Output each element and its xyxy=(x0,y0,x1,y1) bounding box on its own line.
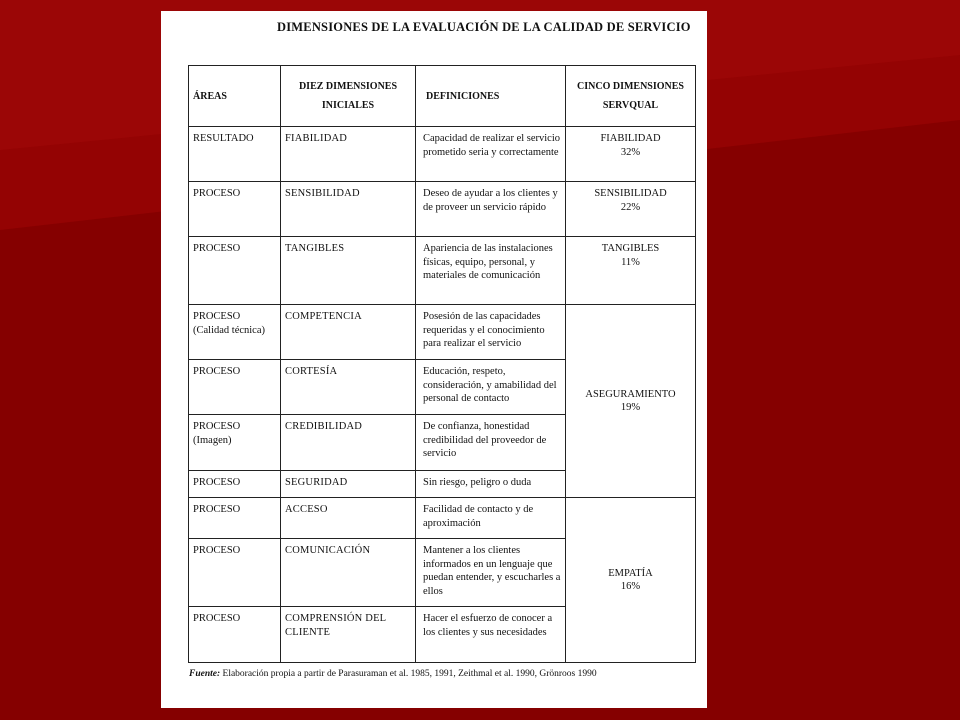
definition-cell: Posesión de las capacidades requeridas y el conocimiento para realizar el servicio xyxy=(416,305,566,360)
definition-cell: Hacer el esfuerzo de conocer a los clientes y sus necesidades xyxy=(416,607,566,663)
header-ten-dimensions: DIEZ DIMENSIONES INICIALES xyxy=(281,66,416,127)
definition-cell: Sin riesgo, peligro o duda xyxy=(416,471,566,498)
servqual-name: TANGIBLES xyxy=(601,243,660,254)
dimension-cell: CORTESÍA xyxy=(281,360,416,415)
table-row xyxy=(189,237,696,305)
table-row xyxy=(189,498,696,539)
servqual-percent: 22% xyxy=(620,201,641,213)
document-page xyxy=(161,11,707,708)
definition-cell: Deseo de ayudar a los clientes y de proveer un servicio rápido xyxy=(416,182,566,237)
header-areas: ÁREAS xyxy=(189,66,281,127)
footnote-text: Elaboración propia a partir de Parasuraman et al. 1985, 1991, Zeithmal et al. 1990, Grönroos 1990 xyxy=(222,669,597,679)
area-cell: PROCESO xyxy=(189,539,281,607)
dimension-cell: CREDIBILIDAD xyxy=(281,415,416,471)
servqual-cell xyxy=(566,182,696,237)
servqual-percent: 19% xyxy=(620,402,641,413)
area-cell: RESULTADO xyxy=(189,127,281,182)
table-row xyxy=(189,182,696,237)
header-five-dimensions: CINCO DIMENSIONES SERVQUAL xyxy=(566,66,696,127)
area-cell: PROCESO xyxy=(189,237,281,305)
servqual-cell xyxy=(566,127,696,182)
servqual-name: FIABILIDAD xyxy=(600,133,661,144)
definition-cell: De confianza, honestidad credibilidad del proveedor de servicio xyxy=(416,415,566,471)
area-cell: PROCESO (Calidad técnica) xyxy=(189,305,281,360)
dimension-cell: FIABILIDAD xyxy=(281,127,416,182)
servqual-cell xyxy=(566,498,696,663)
servqual-percent: 16% xyxy=(620,581,641,592)
dimension-cell: COMPRENSIÓN DEL CLIENTE xyxy=(281,607,416,663)
dimension-cell: SENSIBILIDAD xyxy=(281,182,416,237)
dimension-cell: COMPETENCIA xyxy=(281,305,416,360)
source-footnote xyxy=(189,669,597,679)
definition-cell: Facilidad de contacto y de aproximación xyxy=(416,498,566,539)
servqual-percent: 11% xyxy=(621,256,640,268)
area-cell: PROCESO xyxy=(189,182,281,237)
table-header-row xyxy=(189,66,696,127)
area-cell: PROCESO xyxy=(189,607,281,663)
table-row xyxy=(189,127,696,182)
dimension-cell: TANGIBLES xyxy=(281,237,416,305)
servqual-cell xyxy=(566,237,696,305)
definition-cell: Educación, respeto, consideración, y amabilidad del personal de contacto xyxy=(416,360,566,415)
table-row xyxy=(189,305,696,360)
footnote-label: Fuente: xyxy=(189,669,221,679)
servqual-cell xyxy=(566,305,696,498)
dimension-cell: ACCESO xyxy=(281,498,416,539)
definition-cell: Apariencia de las instalaciones físicas, equipo, personal, y materiales de comunicación xyxy=(416,237,566,305)
area-cell: PROCESO (Imagen) xyxy=(189,415,281,471)
dimension-cell: SEGURIDAD xyxy=(281,471,416,498)
definition-cell: Mantener a los clientes informados en un lenguaje que puedan entender, y escucharles a ellos xyxy=(416,539,566,607)
definition-cell: Capacidad de realizar el servicio prometido seria y correctamente xyxy=(416,127,566,182)
servqual-name: ASEGURAMIENTO xyxy=(585,388,676,400)
servqual-table xyxy=(188,65,696,663)
area-cell: PROCESO xyxy=(189,498,281,539)
servqual-name: EMPATÍA xyxy=(608,567,653,579)
area-cell: PROCESO xyxy=(189,360,281,415)
servqual-name: SENSIBILIDAD xyxy=(594,188,667,199)
servqual-percent: 32% xyxy=(620,146,641,158)
dimension-cell: COMUNICACIÓN xyxy=(281,539,416,607)
header-definitions: DEFINICIONES xyxy=(416,66,566,127)
document-title: DIMENSIONES DE LA EVALUACIÓN DE LA CALIDAD DE SERVICIO xyxy=(277,20,691,34)
area-cell: PROCESO xyxy=(189,471,281,498)
